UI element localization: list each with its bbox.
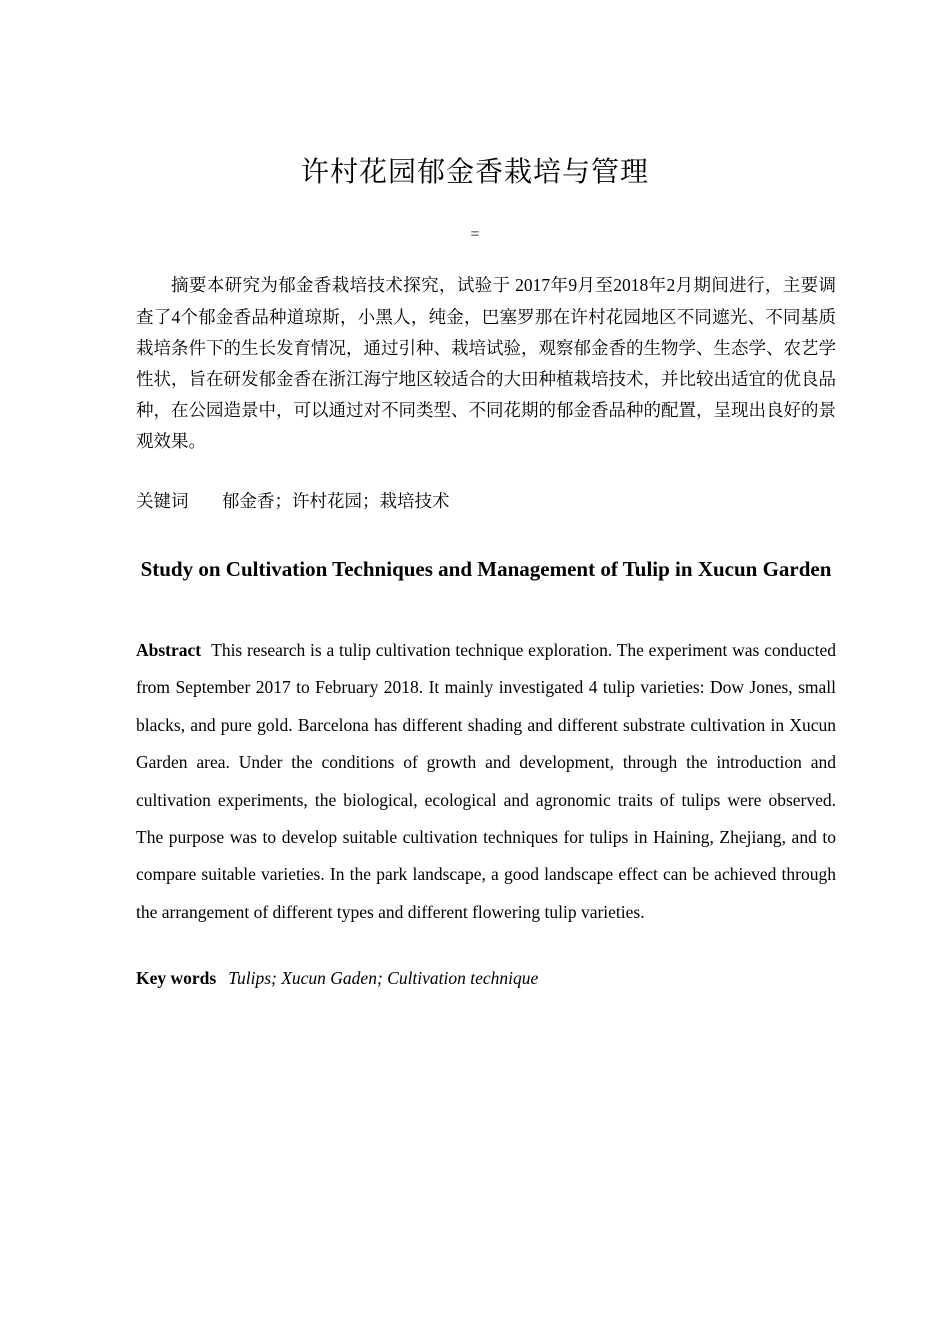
- english-abstract-label: Abstract: [136, 640, 202, 660]
- chinese-keywords-text: 郁金香；许村花园；栽培技术: [222, 491, 450, 511]
- english-keywords: [136, 968, 836, 989]
- english-abstract-text: This research is a tulip cultivation technique exploration. The experiment was conducted from September 2017 to February 2018. It mainly investigated 4 tulip varieties: Dow Jones, small blacks, and pure gold. Barcelona has different shading and different substrate cultivation in Xucun Garden area. Under the conditions of growth and development, through the introduction and cultivation experiments, the biological, ecological and agronomic traits of tulips were observed. The purpose was to develop suitable cultivation techniques for tulips in Haining, Zhejiang, and to compare suitable varieties. In the park landscape, a good landscape effect can be achieved through the arrangement of different types and different flowering tulip varieties.: [136, 640, 836, 922]
- chinese-abstract-label: 摘要: [171, 276, 207, 296]
- chinese-abstract: [136, 270, 836, 457]
- chinese-abstract-text: 本研究为郁金香栽培技术探究，试验于 2017年9月至2018年2月期间进行，主要调查了4个郁金香品种道琼斯，小黑人，纯金，巴塞罗那在许村花园地区不同遮光、不同基质栽培条件下的生长发育情况，通过引种、栽培试验，观察郁金香的生物学、生态学、农艺学性状，旨在研发郁金香在浙江海宁地区较适合的大田种植栽培技术，并比较出适宜的优良品种，在公园造景中，可以通过对不同类型、不同花期的郁金香品种的配置，呈现出良好的景观效果。: [136, 275, 837, 451]
- chinese-title: 许村花园郁金香栽培与管理: [300, 155, 649, 188]
- english-keywords-text: Tulips; Xucun Gaden; Cultivation technique: [228, 968, 539, 988]
- english-title: Study on Cultivation Techniques and Management of Tulip in Xucun Garden: [140, 557, 832, 581]
- english-abstract: [136, 632, 836, 931]
- author-line: =: [470, 226, 480, 243]
- chinese-keywords-label: 关键词: [136, 492, 189, 512]
- chinese-keywords: [136, 488, 836, 513]
- english-keywords-label: Key words: [136, 968, 217, 988]
